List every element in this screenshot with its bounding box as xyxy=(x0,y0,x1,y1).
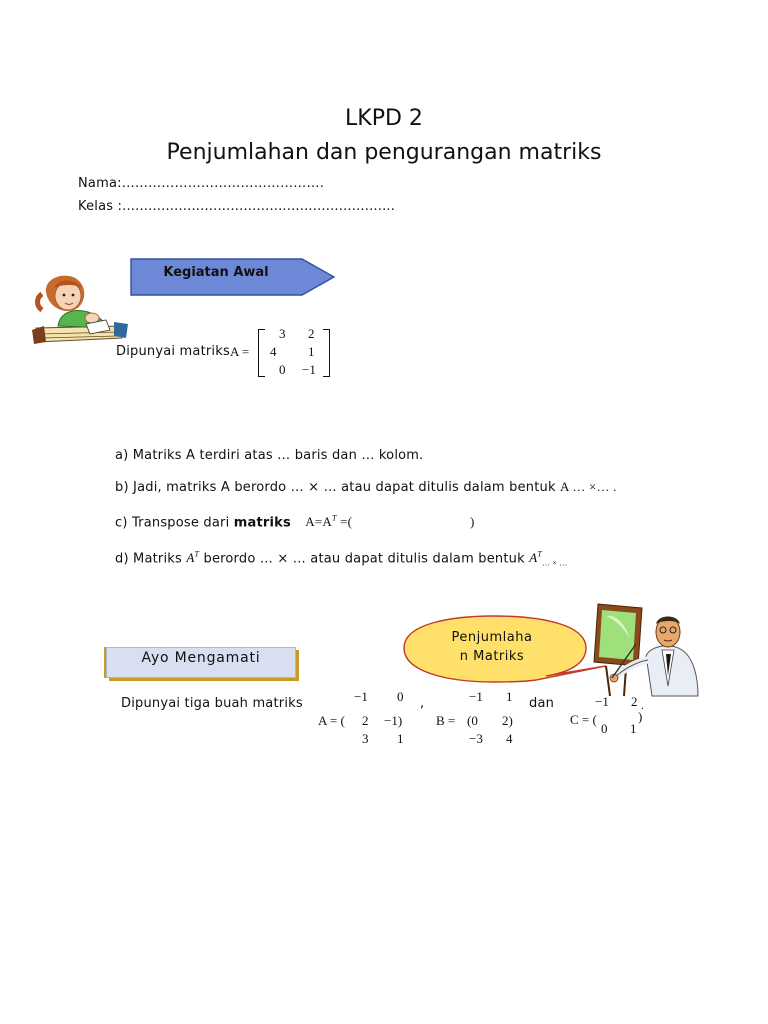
nama-field[interactable]: Nama:………………………………………. xyxy=(78,176,325,191)
m-a-cell: 2 xyxy=(362,713,369,728)
m-b-cell: 1 xyxy=(506,689,513,704)
ayo-mengamati-label: Ayo Mengamati xyxy=(141,650,261,666)
teacher-clipart xyxy=(586,600,706,700)
callout-text xyxy=(412,628,572,666)
m-a-cell: −1 xyxy=(354,689,368,704)
question-c-a: A=A xyxy=(305,514,332,530)
m-c-cell: 0 xyxy=(601,721,608,736)
kegiatan-awal-label: Kegiatan Awal xyxy=(163,265,269,280)
question-d-text1: d) Matriks xyxy=(115,551,182,567)
question-d-a1-sup: T xyxy=(194,550,200,559)
question-d xyxy=(115,550,568,568)
m-c-dot: . xyxy=(641,700,644,712)
question-b-math: A … ×… . xyxy=(560,479,617,494)
matrix-a-right-bracket xyxy=(323,329,330,377)
question-d-a1 xyxy=(186,550,199,565)
matrix-intro: Dipunyai matriks xyxy=(116,344,230,359)
question-c xyxy=(115,514,352,530)
question-d-a2-sup: T xyxy=(537,550,542,559)
m-c-cell: 2 xyxy=(631,694,638,709)
question-d-a2 xyxy=(529,550,568,568)
matrix-a-cell: 3 xyxy=(279,326,286,341)
question-c-math xyxy=(305,514,352,529)
m-b-label: B = xyxy=(436,713,456,728)
m-a-label: A = ( xyxy=(318,713,345,728)
dan-text: dan xyxy=(529,696,555,711)
kelas-field[interactable]: Kelas :............................................................... xyxy=(78,199,396,214)
question-d-text2: berordo … × … atau dapat ditulis dalam bentuk xyxy=(199,551,525,567)
matrix-a-label: A = xyxy=(230,344,250,359)
callout-line-1: Penjumlaha xyxy=(451,630,533,645)
m-c-cell: −1 xyxy=(595,694,609,709)
question-b-text: b) Jadi, matriks A berordo … × … atau dapat ditulis dalam bentuk xyxy=(115,480,556,495)
matrix-a-cell: 0 xyxy=(279,362,286,377)
m-a-cell: 0 xyxy=(397,689,404,704)
m-b-cell: 2) xyxy=(502,713,513,728)
m-c-close: ) xyxy=(638,709,643,724)
m-a-cell: 3 xyxy=(362,731,369,746)
three-matrices-intro: Dipunyai tiga buah matriks xyxy=(121,696,303,711)
question-b xyxy=(115,479,617,495)
question-c-sup: T xyxy=(331,514,337,523)
question-d-a2-sub: … × … xyxy=(542,558,568,568)
question-c-bold: matriks xyxy=(233,515,291,531)
m-c-label: C = ( xyxy=(570,712,597,727)
question-c-close: ) xyxy=(470,514,475,529)
question-d-a1-base: A xyxy=(186,550,195,566)
page-title: LKPD 2 xyxy=(345,106,423,131)
m-b-cell: 4 xyxy=(506,731,513,746)
matrix-a-cell: 1 xyxy=(308,344,315,359)
page-subtitle: Penjumlahan dan pengurangan matriks xyxy=(166,140,602,165)
m-comma: , xyxy=(420,696,425,711)
question-d-a2-base: A xyxy=(529,550,538,566)
m-b-cell: (0 xyxy=(467,713,478,728)
matrix-a-left-bracket xyxy=(258,329,265,377)
question-c-text: c) Transpose dari xyxy=(115,515,230,531)
m-a-cell: 1 xyxy=(397,731,404,746)
m-b-cell: −3 xyxy=(469,731,483,746)
question-a: a) Matriks A terdiri atas … baris dan … kolom. xyxy=(115,448,424,463)
girl-reading-clipart xyxy=(30,268,130,348)
m-b-cell: −1 xyxy=(469,689,483,704)
m-c-cell: 1 xyxy=(630,721,637,736)
matrix-a-cell: 4 xyxy=(270,344,277,359)
callout-line-2: n Matriks xyxy=(459,649,525,664)
matrix-a-cell: 2 xyxy=(308,326,315,341)
matrix-a-cell: −1 xyxy=(302,362,316,377)
question-c-rest: =( xyxy=(336,514,353,530)
m-a-cell: −1) xyxy=(384,713,403,728)
